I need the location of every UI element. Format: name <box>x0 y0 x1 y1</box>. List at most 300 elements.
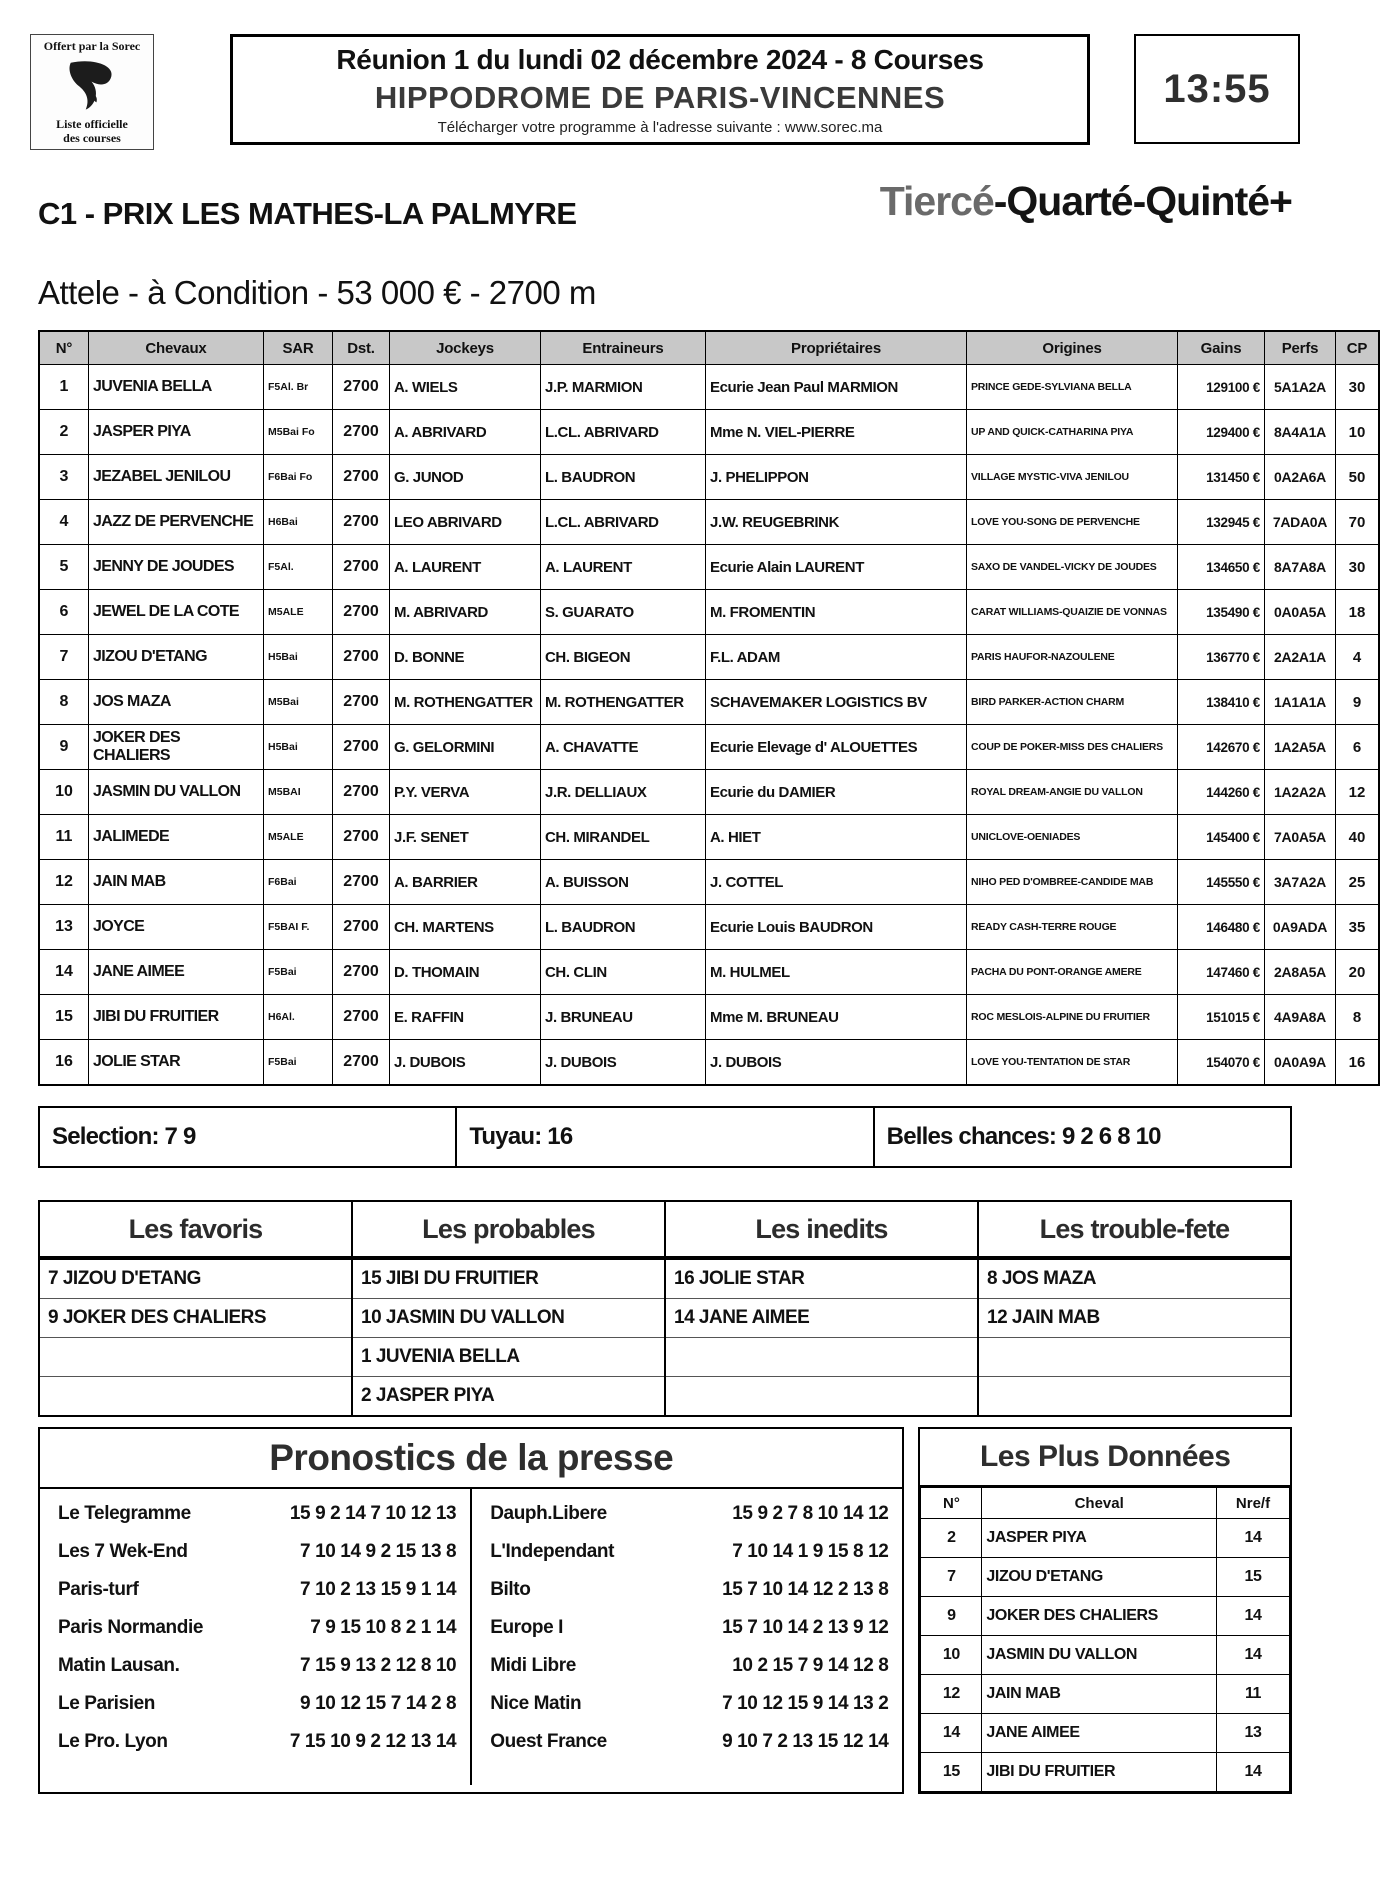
horse-row <box>39 815 1379 860</box>
horse-name: JOKER DES CHALIERS <box>89 725 264 770</box>
press-paper-name: Nice Matin <box>490 1693 582 1714</box>
press-paper-name: Les 7 Wek-End <box>58 1541 188 1562</box>
horse-sar: M5ALE <box>264 815 333 860</box>
horse-gains: 145400 € <box>1178 815 1265 860</box>
horse-origins: READY CASH-TERRE ROUGE <box>967 905 1178 950</box>
most-given-row <box>921 1675 1290 1714</box>
horse-name: JANE AIMEE <box>89 950 264 995</box>
horse-origins: NIHO PED D'OMBREE-CANDIDE MAB <box>967 860 1178 905</box>
horse-sar: H5Bai <box>264 635 333 680</box>
horse-row <box>39 1040 1379 1086</box>
horses-column-header: Gains <box>1178 331 1265 365</box>
horse-jockey: D. THOMAIN <box>390 950 541 995</box>
press-forecast-numbers: 7 10 2 13 15 9 1 14 <box>300 1579 457 1600</box>
horse-trainer: J. DUBOIS <box>541 1040 706 1086</box>
horse-owner: F.L. ADAM <box>706 635 967 680</box>
picks-cell: 12 JAIN MAB <box>978 1299 1291 1338</box>
horses-column-header: CP <box>1336 331 1380 365</box>
sorec-bird-logo-icon <box>63 57 121 115</box>
horse-origins: COUP DE POKER-MISS DES CHALIERS <box>967 725 1178 770</box>
picks-cell <box>978 1338 1291 1377</box>
logo-caption-line2: des courses <box>63 131 121 145</box>
horse-row <box>39 860 1379 905</box>
press-forecast-numbers: 7 10 12 15 9 14 13 2 <box>722 1693 889 1714</box>
horse-jockey: G. GELORMINI <box>390 725 541 770</box>
most-given-row <box>921 1636 1290 1675</box>
horse-name: JAZZ DE PERVENCHE <box>89 500 264 545</box>
horse-perfs: 1A2A2A <box>1265 770 1336 815</box>
horse-row <box>39 635 1379 680</box>
press-paper-name: Midi Libre <box>490 1655 576 1676</box>
horse-origins: SAXO DE VANDEL-VICKY DE JOUDES <box>967 545 1178 590</box>
logo-caption-top: Offert par la Sorec <box>43 39 141 53</box>
most-given-row <box>921 1519 1290 1558</box>
most-given-horse: JASMIN DU VALLON <box>982 1636 1217 1675</box>
press-paper-name: Le Parisien <box>58 1693 155 1714</box>
horse-owner: Ecurie Alain LAURENT <box>706 545 967 590</box>
horse-owner: Ecurie Elevage d' ALOUETTES <box>706 725 967 770</box>
press-column-right <box>472 1489 902 1785</box>
horse-cp: 30 <box>1336 365 1380 410</box>
picks-header-row <box>39 1201 1291 1258</box>
horse-origins: PACHA DU PONT-ORANGE AMERE <box>967 950 1178 995</box>
horse-row <box>39 455 1379 500</box>
picks-cell: 2 JASPER PIYA <box>352 1377 665 1417</box>
horse-gains: 132945 € <box>1178 500 1265 545</box>
most-given-horse: JAIN MAB <box>982 1675 1217 1714</box>
horse-row <box>39 410 1379 455</box>
most-given-row <box>921 1597 1290 1636</box>
meeting-title-box <box>230 34 1090 145</box>
horse-number: 16 <box>39 1040 89 1086</box>
horse-name: JIBI DU FRUITIER <box>89 995 264 1040</box>
horse-jockey: J. DUBOIS <box>390 1040 541 1086</box>
most-given-number: 7 <box>921 1558 982 1597</box>
press-paper-name: Le Pro. Lyon <box>58 1731 168 1752</box>
horse-gains: 144260 € <box>1178 770 1265 815</box>
horse-jockey: P.Y. VERVA <box>390 770 541 815</box>
horse-number: 14 <box>39 950 89 995</box>
horse-cp: 16 <box>1336 1040 1380 1086</box>
press-forecasts-title: Pronostics de la presse <box>40 1429 902 1489</box>
horse-cp: 12 <box>1336 770 1380 815</box>
horse-owner: SCHAVEMAKER LOGISTICS BV <box>706 680 967 725</box>
horse-sar: F5Al. <box>264 545 333 590</box>
horse-sar: M5Bai Fo <box>264 410 333 455</box>
press-paper-name: Europe I <box>490 1617 564 1638</box>
horse-perfs: 8A4A1A <box>1265 410 1336 455</box>
horse-sar: M5ALE <box>264 590 333 635</box>
horse-gains: 146480 € <box>1178 905 1265 950</box>
picks-cell <box>39 1338 352 1377</box>
most-given-row <box>921 1558 1290 1597</box>
horse-name: JUVENIA BELLA <box>89 365 264 410</box>
horse-gains: 154070 € <box>1178 1040 1265 1086</box>
picks-cell <box>665 1377 978 1417</box>
most-given-nref: 13 <box>1217 1714 1290 1753</box>
horse-jockey: D. BONNE <box>390 635 541 680</box>
horse-gains: 129100 € <box>1178 365 1265 410</box>
picks-cell <box>978 1377 1291 1417</box>
horse-owner: M. HULMEL <box>706 950 967 995</box>
horse-sar: H6Al. <box>264 995 333 1040</box>
horse-cp: 10 <box>1336 410 1380 455</box>
press-line <box>490 1503 888 1541</box>
horse-owner: J. PHELIPPON <box>706 455 967 500</box>
horse-jockey: G. JUNOD <box>390 455 541 500</box>
horses-column-header: Propriétaires <box>706 331 967 365</box>
picks-cell: 1 JUVENIA BELLA <box>352 1338 665 1377</box>
horse-row <box>39 995 1379 1040</box>
horse-owner: M. FROMENTIN <box>706 590 967 635</box>
press-paper-name: Matin Lausan. <box>58 1655 180 1676</box>
picks-cell <box>665 1338 978 1377</box>
horse-owner: J.W. REUGEBRINK <box>706 500 967 545</box>
download-note: Télécharger votre programme à l'adresse suivante : www.sorec.ma <box>437 119 883 136</box>
horse-gains: 131450 € <box>1178 455 1265 500</box>
horse-name: JAIN MAB <box>89 860 264 905</box>
press-paper-name: Le Telegramme <box>58 1503 191 1524</box>
press-forecast-numbers: 7 10 14 1 9 15 8 12 <box>732 1541 889 1562</box>
horse-distance: 2700 <box>333 725 390 770</box>
sorec-logo-box <box>30 34 154 150</box>
horse-sar: H5Bai <box>264 725 333 770</box>
horse-cp: 30 <box>1336 545 1380 590</box>
press-line <box>490 1731 888 1769</box>
horse-distance: 2700 <box>333 500 390 545</box>
horse-name: JOS MAZA <box>89 680 264 725</box>
press-paper-name: Dauph.Libere <box>490 1503 607 1524</box>
horse-trainer: A. BUISSON <box>541 860 706 905</box>
picks-row <box>39 1377 1291 1417</box>
horse-trainer: A. CHAVATTE <box>541 725 706 770</box>
picks-row <box>39 1299 1291 1338</box>
horse-number: 12 <box>39 860 89 905</box>
horse-jockey: A. BARRIER <box>390 860 541 905</box>
most-given-nref: 14 <box>1217 1753 1290 1792</box>
press-paper-name: Paris-turf <box>58 1579 139 1600</box>
horse-cp: 35 <box>1336 905 1380 950</box>
horse-distance: 2700 <box>333 1040 390 1086</box>
horse-distance: 2700 <box>333 860 390 905</box>
horse-perfs: 2A8A5A <box>1265 950 1336 995</box>
horse-number: 4 <box>39 500 89 545</box>
race-conditions: Attele - à Condition - 53 000 € - 2700 m <box>38 274 596 311</box>
horse-distance: 2700 <box>333 770 390 815</box>
horse-origins: BIRD PARKER-ACTION CHARM <box>967 680 1178 725</box>
horse-row <box>39 680 1379 725</box>
horse-jockey: LEO ABRIVARD <box>390 500 541 545</box>
press-line <box>490 1655 888 1693</box>
horse-number: 7 <box>39 635 89 680</box>
selection-strip <box>38 1106 1292 1168</box>
picks-cell: 14 JANE AIMEE <box>665 1299 978 1338</box>
picks-cell: 8 JOS MAZA <box>978 1258 1291 1299</box>
press-paper-name: Ouest France <box>490 1731 607 1752</box>
horse-trainer: J. BRUNEAU <box>541 995 706 1040</box>
horse-trainer: J.R. DELLIAUX <box>541 770 706 815</box>
horse-gains: 151015 € <box>1178 995 1265 1040</box>
horse-perfs: 0A9ADA <box>1265 905 1336 950</box>
horse-trainer: J.P. MARMION <box>541 365 706 410</box>
bet-tierce: Tiercé <box>879 178 994 224</box>
horse-distance: 2700 <box>333 410 390 455</box>
press-line <box>490 1693 888 1731</box>
most-given-number: 12 <box>921 1675 982 1714</box>
horse-gains: 145550 € <box>1178 860 1265 905</box>
horse-distance: 2700 <box>333 635 390 680</box>
horse-gains: 135490 € <box>1178 590 1265 635</box>
horse-number: 6 <box>39 590 89 635</box>
press-forecast-numbers: 9 10 12 15 7 14 2 8 <box>300 1693 457 1714</box>
horse-perfs: 3A7A2A <box>1265 860 1336 905</box>
press-forecast-numbers: 15 7 10 14 12 2 13 8 <box>722 1579 889 1600</box>
bet-quarte-quinte: -Quarté-Quinté+ <box>993 178 1292 224</box>
most-given-horse: JIBI DU FRUITIER <box>982 1753 1217 1792</box>
horses-column-header: Entraineurs <box>541 331 706 365</box>
race-time: 13:55 <box>1163 66 1271 111</box>
horse-trainer: CH. BIGEON <box>541 635 706 680</box>
horse-sar: F5Bai <box>264 1040 333 1086</box>
horse-distance: 2700 <box>333 590 390 635</box>
horse-cp: 9 <box>1336 680 1380 725</box>
picks-cell <box>39 1377 352 1417</box>
horse-number: 9 <box>39 725 89 770</box>
horse-distance: 2700 <box>333 545 390 590</box>
picks-column-header: Les probables <box>352 1201 665 1258</box>
horse-owner: Ecurie Jean Paul MARMION <box>706 365 967 410</box>
press-line <box>58 1693 456 1731</box>
press-paper-name: L'Independant <box>490 1541 615 1562</box>
picks-cell: 15 JIBI DU FRUITIER <box>352 1258 665 1299</box>
horse-jockey: M. ABRIVARD <box>390 590 541 635</box>
horse-gains: 138410 € <box>1178 680 1265 725</box>
picks-column-header: Les trouble-fete <box>978 1201 1291 1258</box>
horse-name: JEZABEL JENILOU <box>89 455 264 500</box>
horse-trainer: L.CL. ABRIVARD <box>541 410 706 455</box>
horse-owner: Mme N. VIEL-PIERRE <box>706 410 967 455</box>
press-line <box>58 1579 456 1617</box>
horses-column-header: Chevaux <box>89 331 264 365</box>
press-forecast-numbers: 7 10 14 9 2 15 13 8 <box>300 1541 457 1562</box>
most-given-nref: 14 <box>1217 1636 1290 1675</box>
picks-column-header: Les inedits <box>665 1201 978 1258</box>
horse-row <box>39 770 1379 815</box>
horses-column-header: SAR <box>264 331 333 365</box>
horse-perfs: 0A0A5A <box>1265 590 1336 635</box>
horse-origins: CARAT WILLIAMS-QUAIZIE DE VONNAS <box>967 590 1178 635</box>
press-column-left <box>40 1489 472 1785</box>
press-line <box>58 1617 456 1655</box>
horse-distance: 2700 <box>333 365 390 410</box>
horse-jockey: A. LAURENT <box>390 545 541 590</box>
horse-trainer: L. BAUDRON <box>541 455 706 500</box>
horse-perfs: 5A1A2A <box>1265 365 1336 410</box>
horse-perfs: 2A2A1A <box>1265 635 1336 680</box>
horses-column-header: Perfs <box>1265 331 1336 365</box>
horse-name: JASMIN DU VALLON <box>89 770 264 815</box>
tuyau-cell: Tuyau: 16 <box>457 1108 874 1166</box>
most-given-nref: 11 <box>1217 1675 1290 1714</box>
horse-number: 10 <box>39 770 89 815</box>
horse-row <box>39 545 1379 590</box>
horse-sar: M5Bai <box>264 680 333 725</box>
horse-origins: LOVE YOU-SONG DE PERVENCHE <box>967 500 1178 545</box>
press-forecast-numbers: 9 10 7 2 13 15 12 14 <box>722 1731 889 1752</box>
most-given-number: 2 <box>921 1519 982 1558</box>
press-forecast-numbers: 15 9 2 14 7 10 12 13 <box>289 1503 457 1524</box>
most-given-number: 15 <box>921 1753 982 1792</box>
horse-number: 3 <box>39 455 89 500</box>
horse-perfs: 4A9A8A <box>1265 995 1336 1040</box>
press-columns <box>40 1489 902 1785</box>
horse-origins: PRINCE GEDE-SYLVIANA BELLA <box>967 365 1178 410</box>
horses-column-header: Jockeys <box>390 331 541 365</box>
press-forecast-numbers: 7 15 9 13 2 12 8 10 <box>300 1655 457 1676</box>
horse-origins: ROYAL DREAM-ANGIE DU VALLON <box>967 770 1178 815</box>
horse-origins: UP AND QUICK-CATHARINA PIYA <box>967 410 1178 455</box>
horse-perfs: 1A1A1A <box>1265 680 1336 725</box>
hippodrome-name: HIPPODROME DE PARIS-VINCENNES <box>374 80 946 115</box>
most-given-column-header: Nre/f <box>1217 1488 1290 1519</box>
horse-perfs: 0A0A9A <box>1265 1040 1336 1086</box>
most-given-box <box>918 1427 1292 1794</box>
picks-cell: 7 JIZOU D'ETANG <box>39 1258 352 1299</box>
horse-number: 2 <box>39 410 89 455</box>
horse-origins: LOVE YOU-TENTATION DE STAR <box>967 1040 1178 1086</box>
horse-distance: 2700 <box>333 455 390 500</box>
horse-name: JALIMEDE <box>89 815 264 860</box>
horse-gains: 136770 € <box>1178 635 1265 680</box>
press-line <box>490 1541 888 1579</box>
horse-cp: 8 <box>1336 995 1380 1040</box>
horse-perfs: 7ADA0A <box>1265 500 1336 545</box>
horse-name: JOYCE <box>89 905 264 950</box>
picks-row <box>39 1338 1291 1377</box>
horses-column-header: N° <box>39 331 89 365</box>
most-given-nref: 14 <box>1217 1519 1290 1558</box>
horse-gains: 147460 € <box>1178 950 1265 995</box>
horse-distance: 2700 <box>333 905 390 950</box>
most-given-row <box>921 1714 1290 1753</box>
horse-name: JOLIE STAR <box>89 1040 264 1086</box>
press-line <box>490 1579 888 1617</box>
horse-number: 15 <box>39 995 89 1040</box>
horse-owner: J. COTTEL <box>706 860 967 905</box>
most-given-table <box>920 1487 1290 1792</box>
picks-table <box>38 1200 1292 1417</box>
belles-chances-cell: Belles chances: 9 2 6 8 10 <box>886 1123 1161 1150</box>
press-forecast-numbers: 7 15 10 9 2 12 13 14 <box>289 1731 457 1752</box>
horse-perfs: 8A7A8A <box>1265 545 1336 590</box>
horse-row <box>39 725 1379 770</box>
press-forecast-numbers: 10 2 15 7 9 14 12 8 <box>732 1655 889 1676</box>
horse-row <box>39 950 1379 995</box>
picks-cell: 16 JOLIE STAR <box>665 1258 978 1299</box>
horse-row <box>39 905 1379 950</box>
horse-jockey: M. ROTHENGATTER <box>390 680 541 725</box>
horse-trainer: L.CL. ABRIVARD <box>541 500 706 545</box>
horse-row <box>39 500 1379 545</box>
picks-cell: 9 JOKER DES CHALIERS <box>39 1299 352 1338</box>
horses-column-header: Origines <box>967 331 1178 365</box>
most-given-number: 9 <box>921 1597 982 1636</box>
most-given-number: 14 <box>921 1714 982 1753</box>
horse-name: JASPER PIYA <box>89 410 264 455</box>
horse-number: 1 <box>39 365 89 410</box>
press-line <box>490 1617 888 1655</box>
horses-column-header: Dst. <box>333 331 390 365</box>
horse-distance: 2700 <box>333 995 390 1040</box>
horse-trainer: CH. MIRANDEL <box>541 815 706 860</box>
press-line <box>58 1503 456 1541</box>
horse-distance: 2700 <box>333 950 390 995</box>
picks-column-header: Les favoris <box>39 1201 352 1258</box>
horse-number: 13 <box>39 905 89 950</box>
horse-origins: PARIS HAUFOR-NAZOULENE <box>967 635 1178 680</box>
horse-sar: F6Bai <box>264 860 333 905</box>
horse-gains: 142670 € <box>1178 725 1265 770</box>
horse-trainer: M. ROTHENGATTER <box>541 680 706 725</box>
bottom-section <box>38 1427 1292 1794</box>
press-line <box>58 1541 456 1579</box>
horse-trainer: S. GUARATO <box>541 590 706 635</box>
press-forecast-numbers: 15 9 2 7 8 10 14 12 <box>732 1503 889 1524</box>
horse-sar: F5Al. Br <box>264 365 333 410</box>
picks-cell: 10 JASMIN DU VALLON <box>352 1299 665 1338</box>
horse-owner: Ecurie du DAMIER <box>706 770 967 815</box>
logo-caption-line1: Liste officielle <box>56 117 128 131</box>
horse-trainer: CH. CLIN <box>541 950 706 995</box>
horse-jockey: J.F. SENET <box>390 815 541 860</box>
most-given-column-header: N° <box>921 1488 982 1519</box>
most-given-nref: 15 <box>1217 1558 1290 1597</box>
horse-origins: UNICLOVE-OENIADES <box>967 815 1178 860</box>
horse-origins: ROC MESLOIS-ALPINE DU FRUITIER <box>967 995 1178 1040</box>
horse-jockey: E. RAFFIN <box>390 995 541 1040</box>
horse-number: 5 <box>39 545 89 590</box>
horse-distance: 2700 <box>333 680 390 725</box>
press-forecast-numbers: 15 7 10 14 2 13 9 12 <box>722 1617 889 1638</box>
horse-jockey: CH. MARTENS <box>390 905 541 950</box>
horse-trainer: A. LAURENT <box>541 545 706 590</box>
press-forecast-numbers: 7 9 15 10 8 2 1 14 <box>310 1617 457 1638</box>
page-header <box>0 0 1330 150</box>
horse-cp: 20 <box>1336 950 1380 995</box>
selection-cell: Selection: 7 9 <box>40 1108 457 1166</box>
horse-owner: Mme M. BRUNEAU <box>706 995 967 1040</box>
most-given-title: Les Plus Données <box>920 1429 1290 1487</box>
horses-header-row <box>39 331 1379 365</box>
horse-trainer: L. BAUDRON <box>541 905 706 950</box>
horse-owner: Ecurie Louis BAUDRON <box>706 905 967 950</box>
horse-distance: 2700 <box>333 815 390 860</box>
horse-name: JEWEL DE LA COTE <box>89 590 264 635</box>
horse-cp: 4 <box>1336 635 1380 680</box>
horse-jockey: A. WIELS <box>390 365 541 410</box>
horse-sar: M5BAI <box>264 770 333 815</box>
horse-name: JIZOU D'ETANG <box>89 635 264 680</box>
press-line <box>58 1731 456 1769</box>
bet-types <box>880 178 1292 225</box>
picks-row <box>39 1258 1291 1299</box>
race-title: C1 - PRIX LES MATHES-LA PALMYRE <box>38 196 577 231</box>
horse-owner: A. HIET <box>706 815 967 860</box>
most-given-header-row <box>921 1488 1290 1519</box>
race-time-box <box>1134 34 1300 144</box>
horses-table <box>38 330 1380 1086</box>
horse-owner: J. DUBOIS <box>706 1040 967 1086</box>
